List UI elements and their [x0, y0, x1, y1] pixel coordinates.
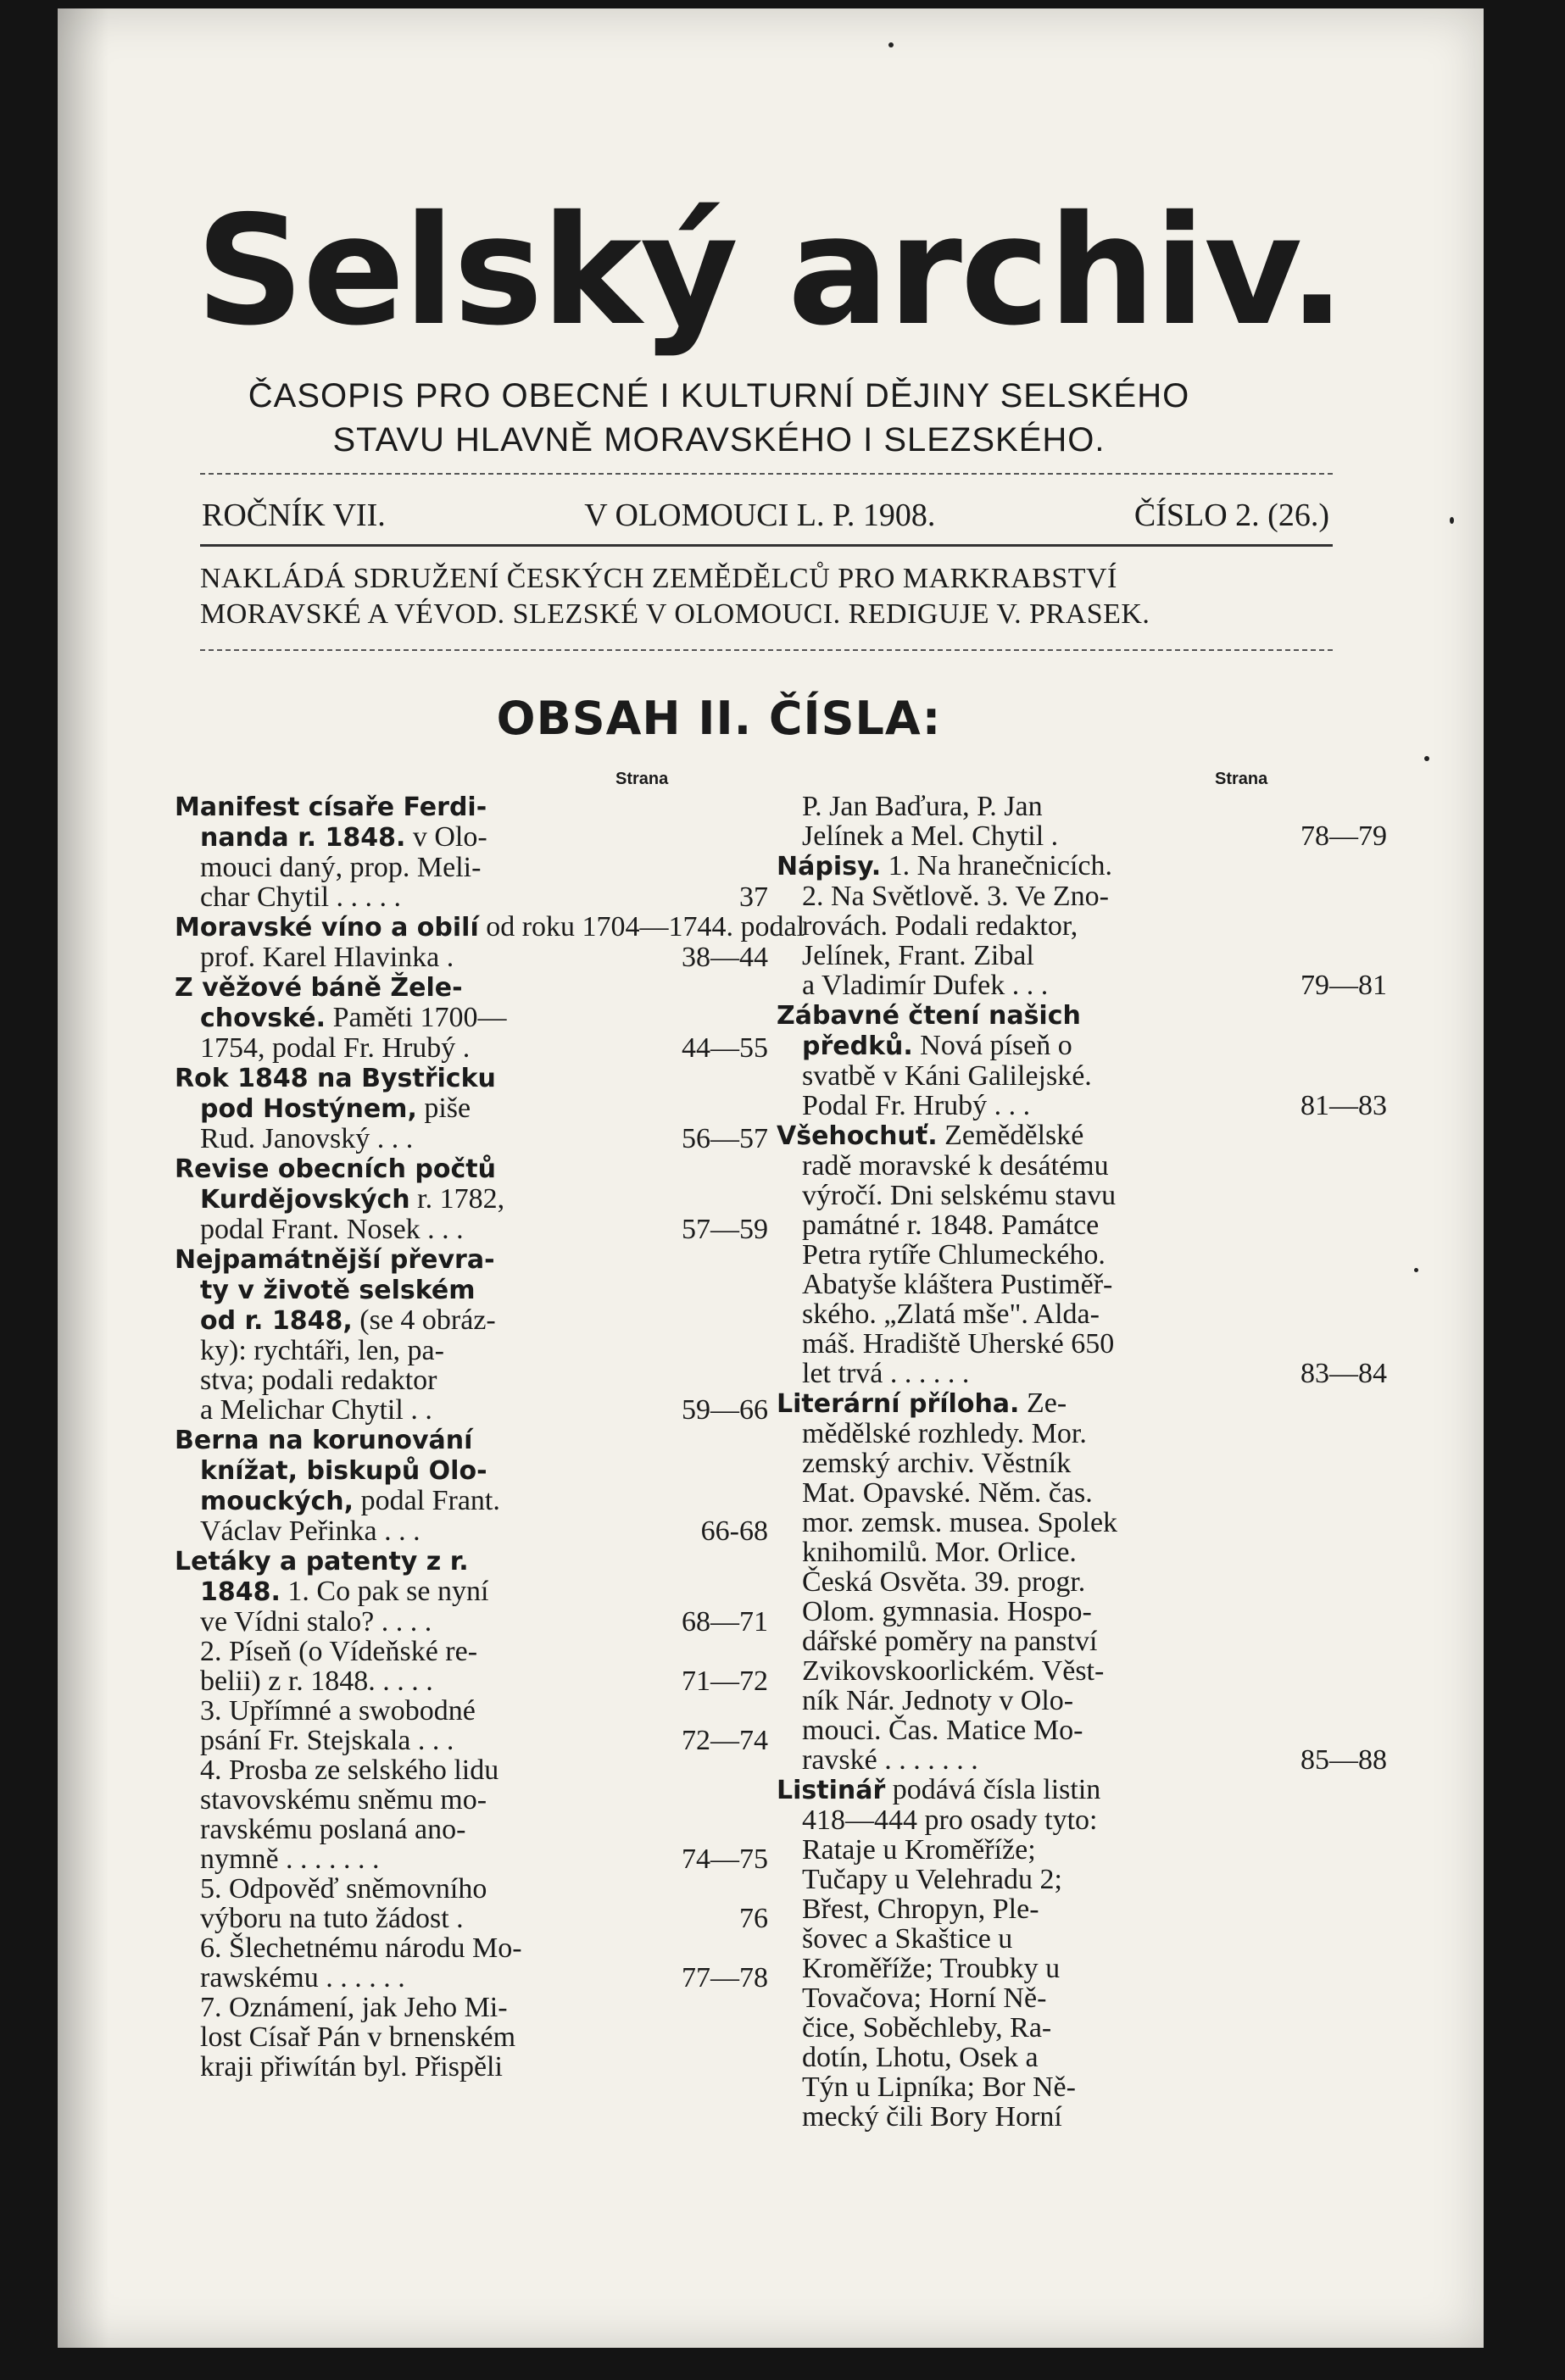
entry-text: ky): rychtáři, len, pa-: [200, 1335, 444, 1366]
issue-number-label: ČÍSLO 2. (26.): [1133, 498, 1329, 533]
print-speck: [1424, 756, 1429, 761]
entry-text: Podal Fr. Hrubý . . .: [802, 1090, 1031, 1121]
entry-text: památné r. 1848. Památce: [802, 1209, 1100, 1241]
entry-text: šovec a Skaštice u: [802, 1923, 1013, 1955]
volume-label: ROČNÍK VII.: [202, 498, 386, 533]
entry-text: ve Vídni stalo? . . . .: [200, 1606, 432, 1638]
entry-text: Petra rytíře Chlumeckého.: [802, 1239, 1106, 1271]
entry-text: Rataje u Kroměříže;: [802, 1834, 1036, 1866]
entry-page-range: 85—88: [1300, 1744, 1387, 1776]
entry-text: belii) z r. 1848. . . . .: [200, 1665, 433, 1697]
entry-text: dářské poměry na panství: [802, 1626, 1098, 1657]
contents-entry: [777, 1120, 1387, 1388]
entry-text: 2. Na Světlově. 3. Ve Zno-: [802, 881, 1109, 912]
entry-text: podal Frant.: [360, 1485, 500, 1516]
entry-text: stva; podali redaktor: [200, 1365, 437, 1396]
entry-title-bold: nanda r. 1848.: [200, 823, 406, 853]
place-date-label: V OLOMOUCI L. P. 1908.: [584, 498, 936, 533]
entry-title-bold: od r. 1848,: [200, 1306, 353, 1336]
entry-text: psání Fr. Stejskala . . .: [200, 1725, 454, 1756]
entry-text: Olom. gymnasia. Hospo-: [802, 1596, 1092, 1627]
entry-page-range: 79—81: [1300, 970, 1387, 1001]
entry-text: (se 4 obráz-: [359, 1304, 496, 1336]
entry-text: zemský archiv. Věstník: [802, 1448, 1072, 1479]
entry-title-bold: Listinář: [777, 1776, 886, 1805]
entry-page-range: 72—74: [682, 1725, 768, 1756]
entry-text: lost Císař Pán v brnenském: [200, 2021, 516, 2053]
contents-entry: [175, 1546, 768, 1637]
entry-text: rovách. Podali redaktor,: [802, 910, 1078, 942]
entry-text: 418—444 pro osady tyto:: [802, 1804, 1098, 1836]
entry-page-range: 76: [739, 1903, 768, 1934]
wavy-rule-bottom: [200, 649, 1333, 659]
entry-text: 6. Šlechetnému národu Mo-: [200, 1932, 522, 1964]
entry-text: výboru na tuto žádost .: [200, 1903, 464, 1934]
entry-text: Týn u Lipníka; Bor Ně-: [802, 2071, 1076, 2103]
entry-title-bold: Rok 1848 na Bystřicku: [175, 1064, 496, 1093]
contents-heading: OBSAH II. ČÍSLA:: [496, 692, 942, 745]
print-speck: [888, 42, 894, 47]
entry-title-bold: knížat, biskupů Olo-: [200, 1456, 487, 1486]
contents-entry: [175, 1933, 768, 1993]
subtitle-line-2: STAVU HLAVNĚ MORAVSKÉHO I SLEZSKÉHO.: [332, 421, 1106, 459]
entry-text: stavovskému sněmu mo-: [200, 1784, 487, 1816]
entry-text: ského. „Zlatá mše". Alda-: [802, 1298, 1100, 1330]
journal-title: Selský archiv.: [195, 183, 1345, 359]
right-strana-label: Strana: [1215, 770, 1268, 788]
publisher-block: [200, 561, 1336, 632]
entry-text: nymně . . . . . . .: [200, 1843, 380, 1875]
entry-text: ravskému poslaná ano-: [200, 1814, 466, 1845]
entry-title-bold: chovské.: [200, 1004, 326, 1033]
issue-info-line: [202, 497, 1329, 534]
entry-text: let trvá . . . . . .: [802, 1358, 970, 1389]
entry-text: od roku 1704—1744. podal: [486, 911, 805, 943]
print-speck: [1414, 1268, 1418, 1272]
entry-text: char Chytil . . . . .: [200, 881, 402, 913]
entry-text: a Melichar Chytil . .: [200, 1394, 432, 1426]
entry-text: Zvikovskoorlickém. Věst-: [802, 1655, 1105, 1687]
entry-text: Česká Osvěta. 39. progr.: [802, 1566, 1086, 1598]
entry-title-bold: Zábavné čtení našich: [777, 1001, 1081, 1031]
entry-title-bold: ty v životě selském: [200, 1276, 476, 1305]
entry-text: Jelínek a Mel. Chytil .: [802, 820, 1059, 852]
entry-text: 1. Na hranečnicích.: [888, 850, 1112, 881]
left-strana-label: Strana: [615, 770, 669, 788]
entry-text: prof. Karel Hlavinka .: [200, 942, 454, 973]
entry-text: P. Jan Baďura, P. Jan: [802, 791, 1043, 822]
contents-entry: [175, 1425, 768, 1546]
contents-entry: [777, 851, 1387, 1000]
entry-text: Abatyše kláštera Pustiměř-: [802, 1269, 1113, 1300]
contents-entry: [175, 1154, 768, 1244]
entry-text: mouci daný, prop. Meli-: [200, 852, 482, 883]
entry-text: dotín, Lhotu, Osek a: [802, 2042, 1039, 2073]
contents-entry: [175, 1244, 768, 1425]
entry-text: podává čísla listin: [892, 1774, 1101, 1805]
entry-title-bold: předků.: [802, 1032, 913, 1061]
contents-entry: [777, 1000, 1387, 1120]
contents-entry: [175, 1755, 768, 1874]
entry-title-bold: Moravské víno a obilí: [175, 913, 479, 943]
entry-text: r. 1782,: [417, 1183, 505, 1215]
contents-entry: [175, 792, 768, 912]
entry-text: Nová píseň o: [920, 1030, 1072, 1061]
journal-page: [58, 8, 1484, 2348]
contents-entry: [777, 1775, 1387, 2132]
entry-text: ník Nár. Jednoty v Olo-: [802, 1685, 1074, 1716]
entry-text: Ze-: [1026, 1387, 1067, 1419]
entry-text: čice, Soběchleby, Ra-: [802, 2012, 1052, 2044]
subtitle-line-1: ČASOPIS PRO OBECNÉ I KULTURNÍ DĚJINY SELSKÉHO: [248, 377, 1190, 414]
entry-text: Zemědělské: [944, 1120, 1084, 1151]
entry-text: Tučapy u Velehradu 2;: [802, 1864, 1062, 1895]
entry-text: podal Frant. Nosek . . .: [200, 1214, 464, 1245]
entry-text: mor. zemsk. musea. Spolek: [802, 1507, 1118, 1538]
entry-text: 4. Prosba ze selského lidu: [200, 1754, 499, 1786]
rule-middle: [200, 544, 1333, 547]
entry-title-bold: Nejpamátnější převra-: [175, 1245, 495, 1275]
contents-entry: [175, 1993, 768, 2082]
entry-text: Jelínek, Frant. Zibal: [802, 940, 1034, 971]
entry-text: mouci. Čas. Matice Mo-: [802, 1715, 1083, 1746]
entry-text: Tovačova; Horní Ně-: [802, 1982, 1047, 2014]
entry-page-range: 78—79: [1300, 820, 1387, 852]
entry-text: mecký čili Bory Horní: [802, 2101, 1062, 2133]
entry-text: knihomilů. Mor. Orlice.: [802, 1537, 1077, 1568]
entry-text: Břest, Chropyn, Ple-: [802, 1893, 1039, 1925]
entry-text: 1754, podal Fr. Hrubý .: [200, 1032, 471, 1064]
entry-text: svatbě v Káni Galilejské.: [802, 1060, 1092, 1092]
entry-page-range: 74—75: [682, 1843, 768, 1875]
entry-text: Paměti 1700—: [332, 1002, 507, 1033]
entry-text: v Olo-: [412, 821, 487, 853]
entry-text: Kroměříže; Troubky u: [802, 1953, 1061, 1984]
entry-page-range: 81—83: [1300, 1090, 1387, 1121]
left-contents-column: [175, 792, 805, 2082]
entry-page-range: 71—72: [682, 1665, 768, 1697]
entry-text: 2. Píseň (o Vídeňské re-: [200, 1636, 478, 1667]
entry-title-bold: Nápisy.: [777, 852, 882, 881]
print-speck: [1450, 517, 1454, 524]
entry-title-bold: Manifest císaře Ferdi-: [175, 792, 487, 822]
entry-text: mědělské rozhledy. Mor.: [802, 1418, 1087, 1449]
contents-entry: [175, 972, 768, 1063]
entry-text: piše: [424, 1093, 471, 1124]
entry-text: a Vladimír Dufek . . .: [802, 970, 1049, 1001]
entry-text: Rud. Janovský . . .: [200, 1123, 414, 1154]
entry-title-bold: Všehochuť.: [777, 1121, 938, 1151]
entry-page-range: 57—59: [682, 1214, 768, 1245]
entry-title-bold: Letáky a patenty z r.: [175, 1547, 469, 1576]
entry-text: Mat. Opavské. Něm. čas.: [802, 1477, 1093, 1509]
entry-page-range: 68—71: [682, 1606, 768, 1638]
contents-entry: [175, 1637, 768, 1696]
entry-text: 7. Oznámení, jak Jeho Mi-: [200, 1992, 508, 2023]
entry-page-range: 77—78: [682, 1962, 768, 1994]
entry-text: rawskému . . . . . .: [200, 1962, 405, 1994]
entry-page-range: 83—84: [1300, 1358, 1387, 1389]
entry-text: 3. Upřímné a swobodné: [200, 1695, 476, 1727]
entry-title-bold: Berna na korunování: [175, 1426, 473, 1455]
publisher-line-2: MORAVSKÉ A VÉVOD. SLEZSKÉ V OLOMOUCI. REDIGUJE V. PRASEK.: [200, 598, 1150, 630]
entry-title-bold: pod Hostýnem,: [200, 1094, 417, 1124]
contents-entry: [175, 1696, 768, 1755]
entry-page-range: 66-68: [700, 1515, 768, 1547]
entry-text: kraji přiwítán byl. Přispěli: [200, 2051, 503, 2082]
contents-entry: [175, 1063, 768, 1154]
entry-page-range: 37: [739, 881, 768, 913]
entry-text: 5. Odpověď sněmovního: [200, 1873, 487, 1905]
entry-text: radě moravské k desátému: [802, 1150, 1109, 1182]
entry-text: ravské . . . . . . .: [802, 1744, 978, 1776]
entry-page-range: 44—55: [682, 1032, 768, 1064]
entry-title-bold: mouckých,: [200, 1487, 354, 1516]
entry-title-bold: Kurdějovských: [200, 1185, 410, 1215]
contents-entry: [777, 792, 1387, 851]
contents-entry: [175, 1874, 768, 1933]
entry-text: 1. Co pak se nyní: [287, 1576, 489, 1607]
entry-title-bold: Literární příloha.: [777, 1389, 1020, 1419]
publisher-line-1: NAKLÁDÁ SDRUŽENÍ ČESKÝCH ZEMĚDĚLCŮ PRO MARKRABSTVÍ: [200, 563, 1117, 594]
entry-text: Václav Peřinka . . .: [200, 1515, 420, 1547]
wavy-rule-top: [200, 473, 1333, 483]
entry-text: výročí. Dni selskému stavu: [802, 1180, 1117, 1211]
entry-title-bold: Z věžové báně Žele-: [175, 973, 463, 1003]
entry-text: máš. Hradiště Uherské 650: [802, 1328, 1115, 1360]
entry-page-range: 56—57: [682, 1123, 768, 1154]
entry-page-range: 38—44: [682, 942, 768, 973]
contents-entry: [175, 911, 805, 973]
entry-page-range: 59—66: [682, 1394, 768, 1426]
entry-title-bold: Revise obecních počtů: [175, 1154, 496, 1184]
contents-entry: [777, 1388, 1387, 1775]
entry-title-bold: 1848.: [200, 1577, 281, 1607]
right-contents-column: [777, 792, 1387, 2132]
